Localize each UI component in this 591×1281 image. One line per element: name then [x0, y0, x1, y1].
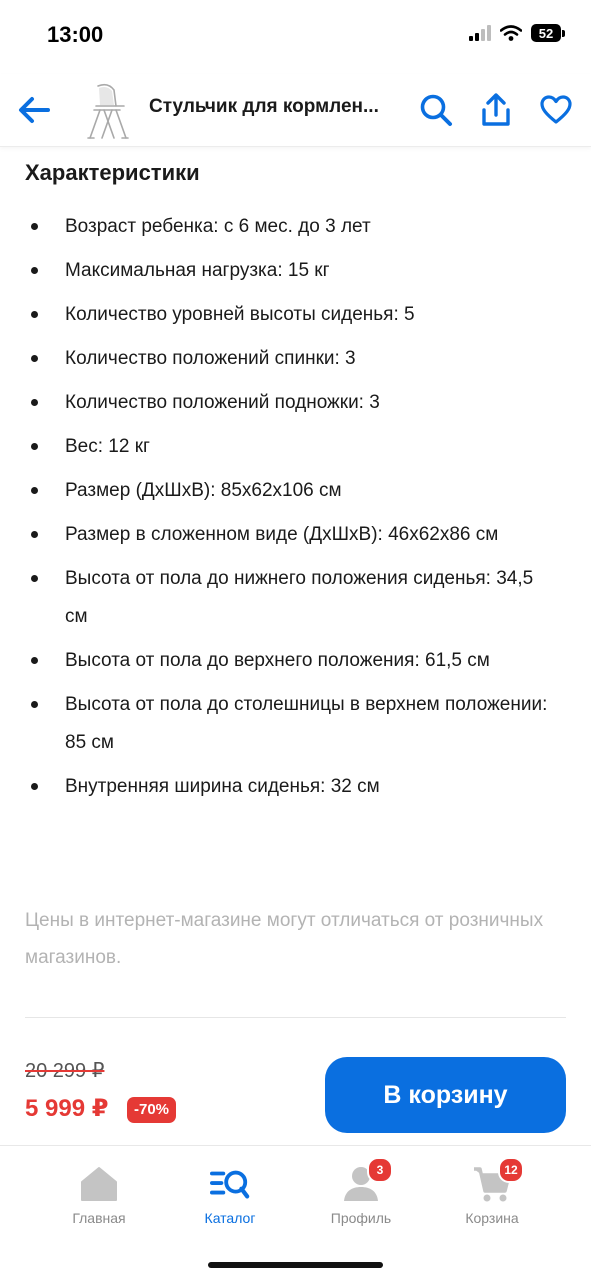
cart-count-badge: 12: [498, 1157, 524, 1183]
bottom-tab-bar: [0, 1145, 591, 1281]
spec-item: Внутренняя ширина сиденья: 32 см: [0, 768, 591, 806]
old-price: 20 299 ₽: [25, 1060, 105, 1082]
profile-notification-badge: 3: [367, 1157, 393, 1183]
heart-icon: [540, 95, 572, 125]
tab-home[interactable]: [34, 1164, 164, 1226]
arrow-left-icon: [17, 96, 51, 124]
spec-item: Размер (ДхШхВ): 85х62х106 см: [0, 472, 591, 510]
spec-item: Высота от пола до нижнего положения сиденья: 34,5 см: [0, 560, 591, 636]
search-button[interactable]: [416, 90, 456, 130]
purchase-bar: [0, 1017, 591, 1145]
spec-item: Высота от пола до верхнего положения: 61,5 см: [0, 642, 591, 680]
back-button[interactable]: [14, 90, 54, 130]
spec-item: Количество положений спинки: 3: [0, 340, 591, 378]
tab-profile[interactable]: [296, 1164, 426, 1226]
characteristics-list: [0, 208, 591, 812]
product-title: Стульчик для кормлен...: [149, 96, 379, 117]
price-disclaimer: Цены в интернет-магазине могут отличаться от розничных магазинов.: [25, 910, 544, 968]
spec-item: Вес: 12 кг: [0, 428, 591, 466]
status-bar: [0, 0, 591, 74]
tab-label: Главная: [72, 1210, 126, 1226]
discount-badge: -70%: [127, 1097, 176, 1123]
share-button[interactable]: [476, 90, 516, 130]
product-thumbnail[interactable]: [80, 80, 138, 140]
spec-item: Количество положений подножки: 3: [0, 384, 591, 422]
catalog-icon: [210, 1167, 250, 1201]
spec-item: Максимальная нагрузка: 15 кг: [0, 252, 591, 290]
tab-label: Корзина: [465, 1210, 519, 1226]
wifi-icon: [500, 25, 522, 41]
home-icon: [80, 1166, 118, 1202]
battery-level: 52: [531, 24, 561, 42]
status-time: 13:00: [47, 22, 104, 47]
cellular-signal-icon: [469, 25, 491, 41]
spec-item: Высота от пола до столешницы в верхнем положении: 85 см: [0, 686, 591, 762]
tab-label: Профиль: [330, 1210, 392, 1226]
spec-item: Размер в сложенном виде (ДхШхВ): 46х62х86 см: [0, 516, 591, 554]
battery-icon: [531, 24, 565, 42]
share-icon: [481, 93, 511, 127]
current-price: 5 999 ₽: [25, 1095, 109, 1122]
search-icon: [419, 93, 453, 127]
tab-label: Каталог: [204, 1210, 256, 1226]
favorite-button[interactable]: [536, 90, 576, 130]
tab-cart[interactable]: [427, 1164, 557, 1226]
home-indicator: [208, 1262, 383, 1268]
divider: [25, 1017, 566, 1018]
status-icons: [469, 24, 565, 42]
spec-item: Возраст ребенка: с 6 мес. до 3 лет: [0, 208, 591, 246]
tab-catalog[interactable]: [165, 1164, 295, 1226]
add-to-cart-button[interactable]: В корзину: [325, 1057, 566, 1133]
spec-item: Количество уровней высоты сиденья: 5: [0, 296, 591, 334]
characteristics-title: Характеристики: [25, 160, 200, 185]
product-header: [0, 74, 591, 147]
